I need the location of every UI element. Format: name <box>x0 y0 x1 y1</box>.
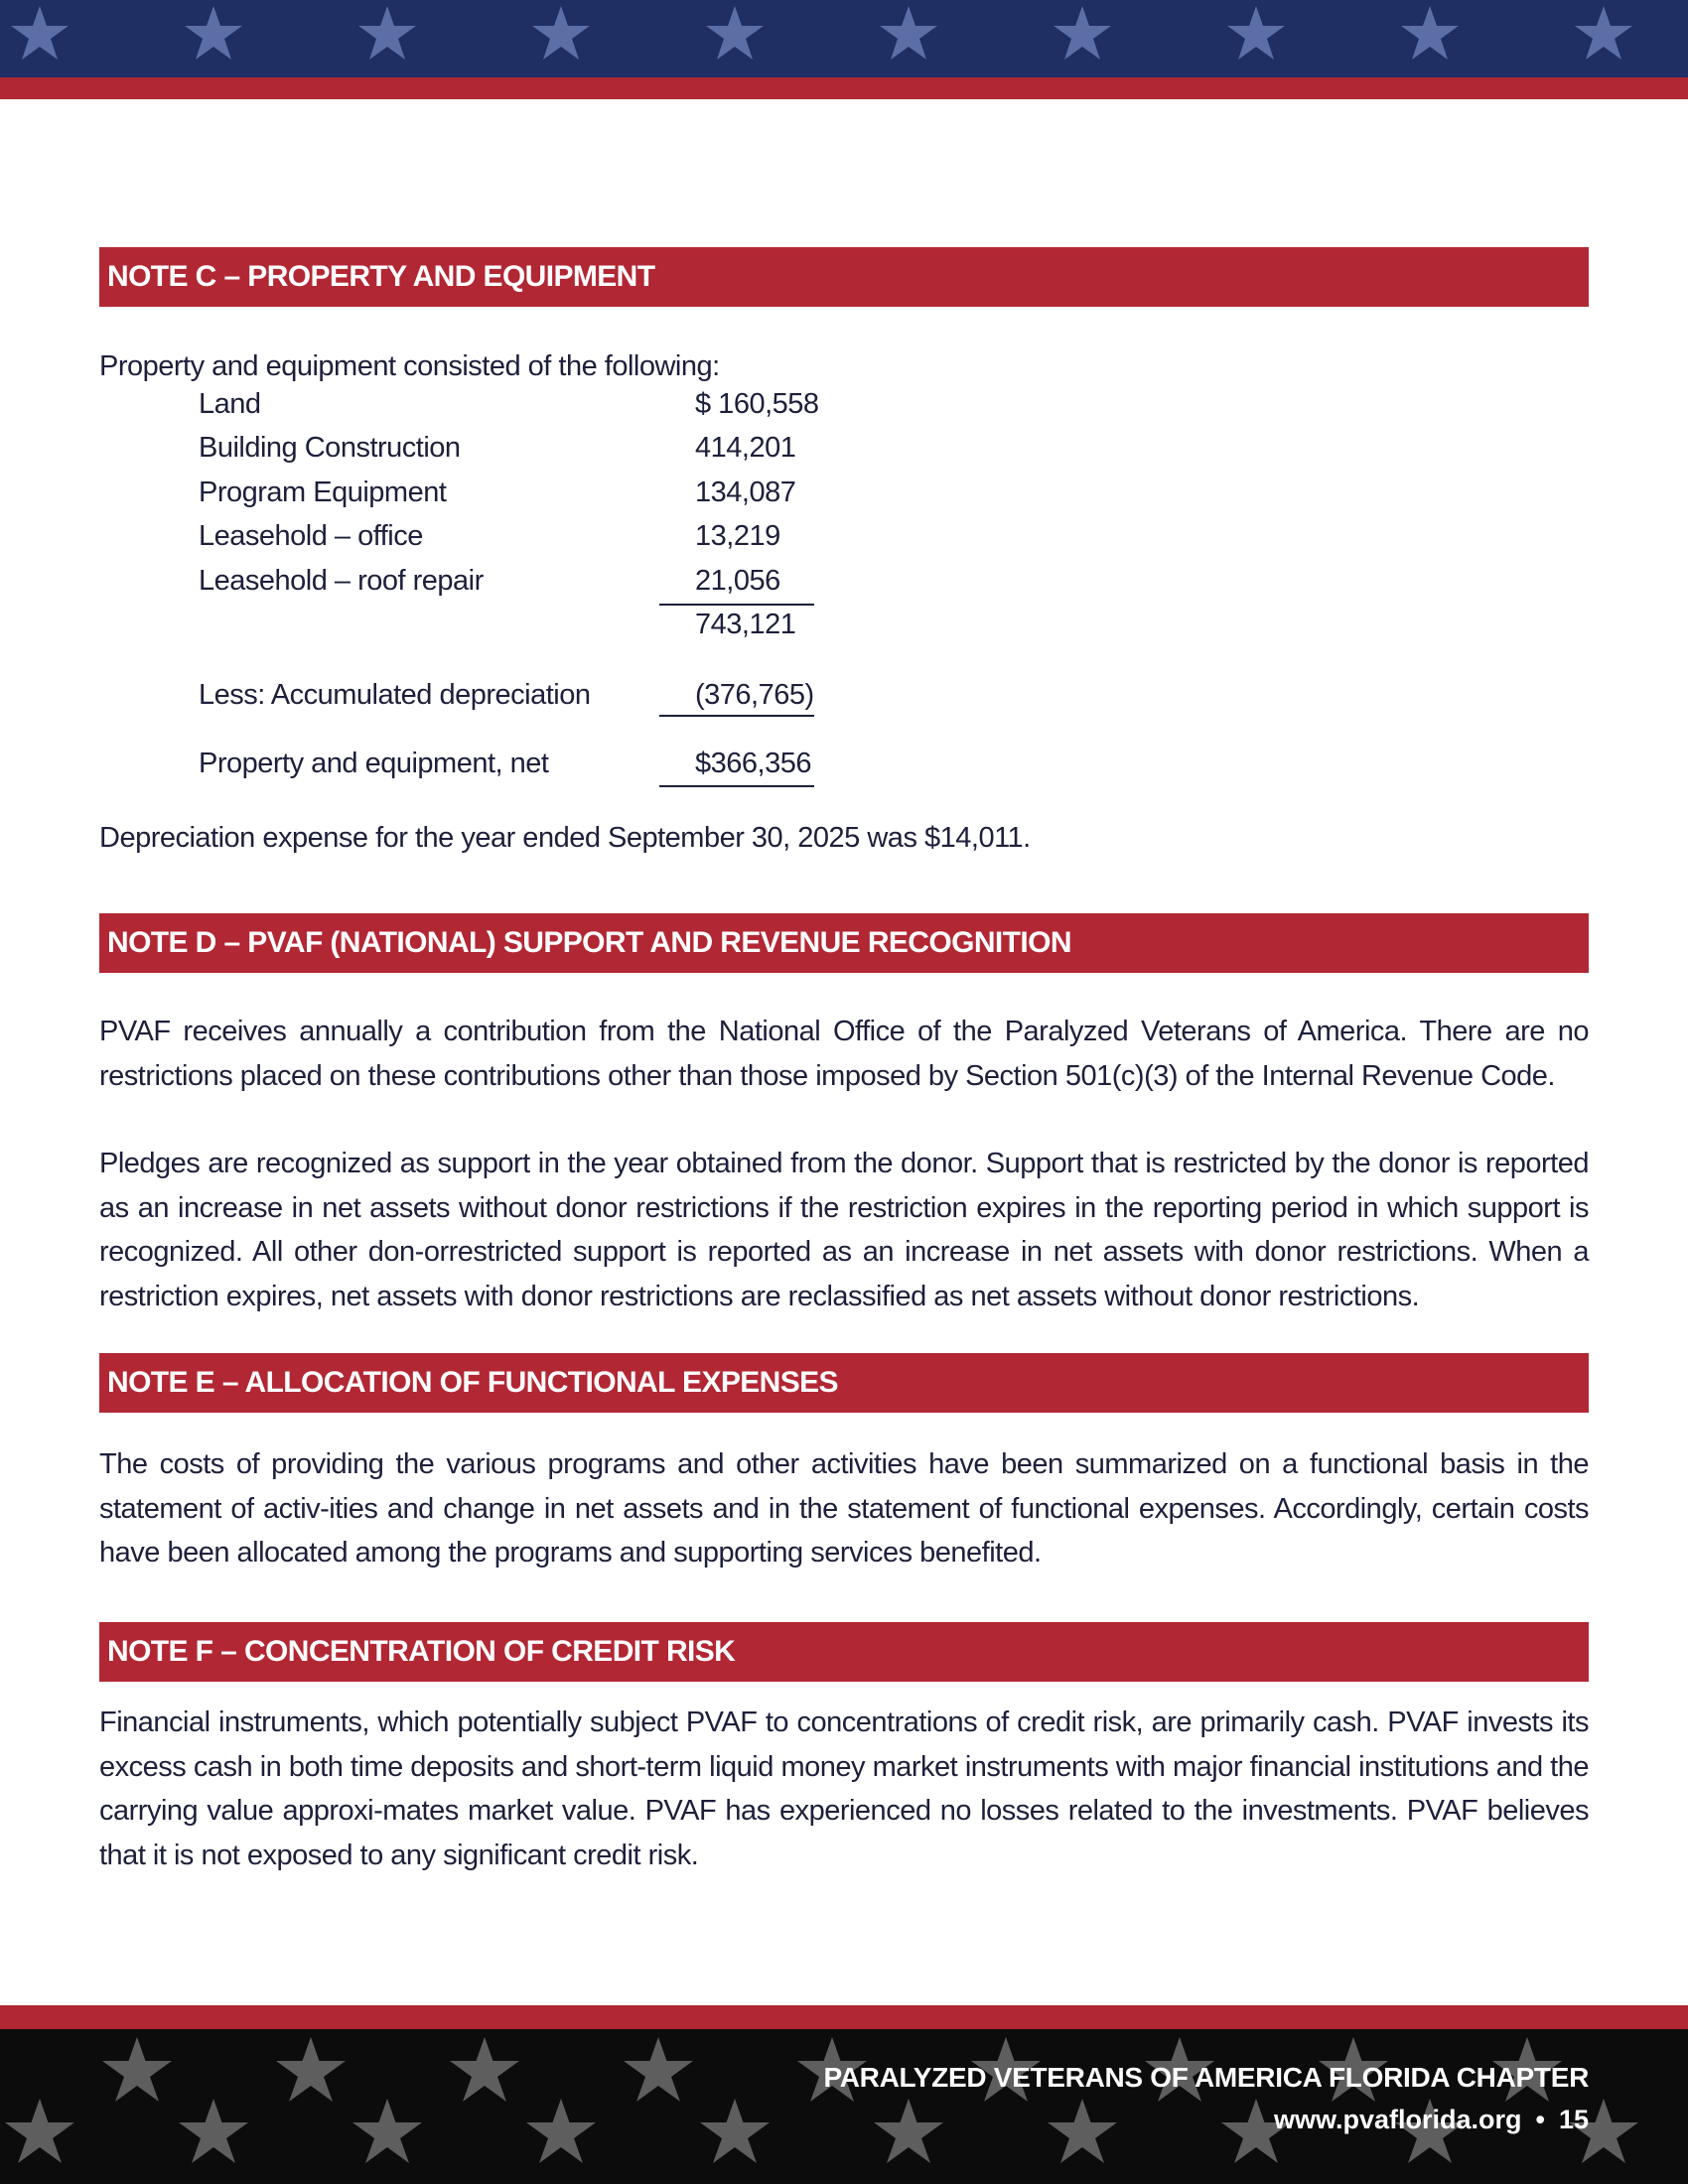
subtotal-rule <box>659 604 814 606</box>
property-item-value: 13,219 <box>695 520 780 552</box>
footer-separator: • <box>1535 2105 1545 2134</box>
property-item-value: 21,056 <box>695 565 780 597</box>
note-d-paragraph-1: PVAF receives annually a contribution from the National Office of the Paralyzed Veterans of America. There are no restrictions placed on these contributions other than those imposed by Section 501(c)(3) of the Internal Revenue Code. <box>99 1016 1589 1092</box>
note-f-paragraph: Financial instruments, which potentially subject PVAF to concentrations of credit risk, are primarily cash. PVAF invests its excess cash in both time deposits and short-term liquid money market instruments with major financial institutions and the carrying value approxi-mates market value. PVAF has experienced no losses related to the investments. PVAF believes that it is not exposed to any significant credit risk. <box>99 1706 1589 1871</box>
depreciation-value: (376,765) <box>695 679 814 711</box>
property-item-label: Leasehold – roof repair <box>199 565 484 597</box>
property-item-label: Land <box>199 388 261 420</box>
depreciation-rule <box>659 715 814 717</box>
note-e-paragraph: The costs of providing the various programs and other activities have been summarized on a functional basis in the statement of activ-ities and change in net assets and in the statement of functional expenses. Accordingly, certain costs have been allocated among the programs and supporting services benefited. <box>99 1448 1589 1569</box>
net-property-value: $366,356 <box>695 748 811 779</box>
property-item-value: $ 160,558 <box>695 388 819 420</box>
note-f-heading: NOTE F – CONCENTRATION OF CREDIT RISK <box>99 1622 1589 1682</box>
property-item-label: Building Construction <box>199 432 461 464</box>
footer-website-link[interactable]: www.pvaflorida.org <box>1273 2105 1522 2134</box>
property-item-label: Program Equipment <box>199 477 447 508</box>
property-item-label: Leasehold – office <box>199 520 423 552</box>
top-star-banner <box>0 0 1688 99</box>
bottom-star-banner <box>0 2005 1688 2184</box>
note-d-paragraph-2: Pledges are recognized as support in the year obtained from the donor. Support that is restricted by the donor is reported as an increase in net assets without donor restrictions if the restriction expires in the reporting period in which support is recognized. All other don-orrestricted support is reported as an increase in net assets with donor restrictions. When a restriction expires, net assets with donor restrictions are reclassified as net assets without donor restrictions. <box>99 1148 1589 1312</box>
property-item-value: 414,201 <box>695 432 796 464</box>
note-d-heading: NOTE D – PVAF (NATIONAL) SUPPORT AND REVENUE RECOGNITION <box>99 913 1589 973</box>
note-e-heading: NOTE E – ALLOCATION OF FUNCTIONAL EXPENSES <box>99 1353 1589 1413</box>
footer-website-line <box>1274 2105 1589 2135</box>
footer-organization: PARALYZED VETERANS OF AMERICA FLORIDA CHAPTER <box>823 2062 1589 2093</box>
note-c-heading: NOTE C – PROPERTY AND EQUIPMENT <box>99 247 1589 307</box>
net-total-rule <box>659 785 814 787</box>
subtotal-value: 743,121 <box>695 609 796 640</box>
net-property-label: Property and equipment, net <box>199 748 549 779</box>
page-number: 15 <box>1558 2105 1589 2134</box>
note-c-intro: Property and equipment consisted of the following: <box>99 350 720 382</box>
depreciation-expense-note: Depreciation expense for the year ended September 30, 2025 was $14,011. <box>99 822 1031 854</box>
property-item-value: 134,087 <box>695 477 796 508</box>
depreciation-label: Less: Accumulated depreciation <box>199 679 591 711</box>
